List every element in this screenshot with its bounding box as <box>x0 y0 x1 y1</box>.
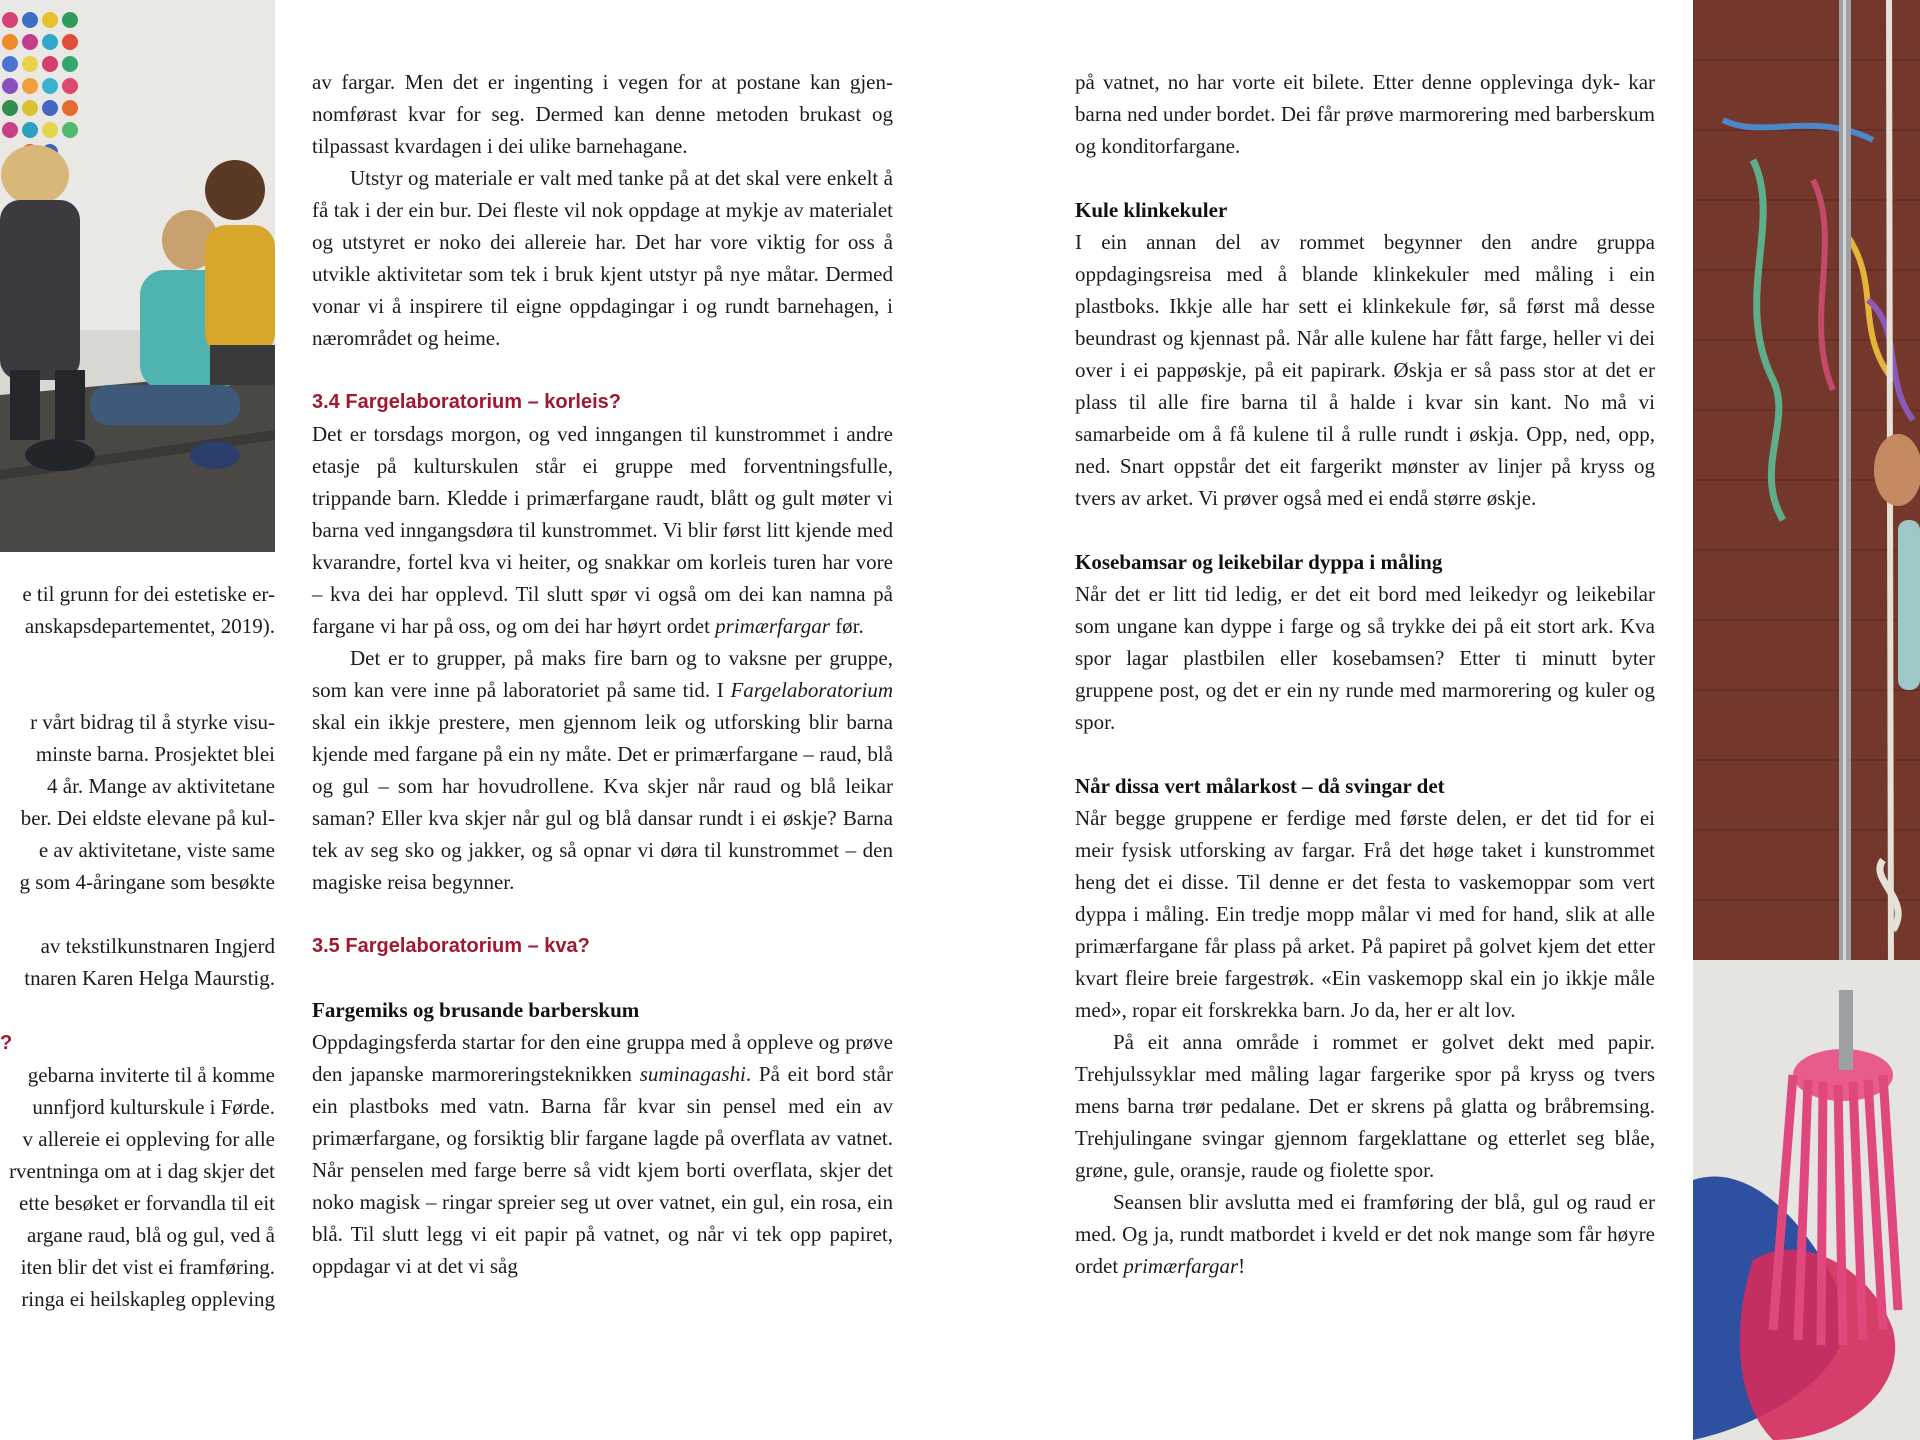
text-line: minste barna. Prosjektet blei <box>35 742 275 766</box>
section-heading-3-5: 3.5 Fargelaboratorium – kva? <box>312 935 590 957</box>
text-line: v allereie ei oppleving for alle <box>22 1127 275 1151</box>
paragraph-seansen: Seansen blir avslutta med ei framføring der blå, gul og raud er med. Og ja, rundt matbordet i kveld er det nok mange som får høyre ordet primærfargar! <box>1075 1190 1655 1278</box>
subheading-kule-klinkekuler: Kule klinkekuler <box>1075 198 1228 222</box>
photo-swing-mop-painting <box>1693 0 1920 1440</box>
cropped-text-column <box>0 578 275 1315</box>
paragraph-utstyr: Utstyr og materiale er valt med tanke på at det skal vere enkelt å få tak i der ein bur. Dei fleste vil nok oppdage at mykje av materialet og utstyret er noko dei allereie har. Det har vore viktig for oss å utvikle aktivitetar som tek i bruk kjent utstyr på nye måtar. Dermed vonar vi å inspirere til eigne oppdagingar i og rundt barnehagen, i nærområdet og heime. <box>312 166 893 350</box>
intro-paragraph: av fargar. Men det er ingenting i vegen for at postane kan gjen- nomførast kvar for seg. Dermed kan denne metoden brukast og tilpassast kvardagen i dei ulike barnehagane. <box>312 70 894 158</box>
text-line: ringa ei heilskapleg oppleving <box>21 1287 275 1311</box>
text-line: tnaren Karen Helga Maurstig. <box>24 966 275 990</box>
paragraph-malarkost: Når begge gruppene er ferdige med første delen, er det tid for ei meir fysisk utforsking av fargar. Frå det høge taket i kunstrommet heng det ei disse. Til denne er det festa to vaskemoppar som vert dyppa i måling. Ein tredje mopp målar vi med for hand, slik at alle primærfargane får plass på arket. På papiret på golvet kjem det etter kvart fleire breie fargestrøk. «Ein vaskemopp skal ein jo ikkje måle med», ropar eit forskrekka barn. Jo da, her er alt lov. <box>1075 806 1655 1022</box>
text-line: gebarna inviterte til å komme <box>27 1063 275 1087</box>
text-line <box>0 898 275 930</box>
paragraph-kosebamsar: Når det er litt tid ledig, er det eit bord med leikedyr og leikebilar som ungane kan dyppe i farge og så trykke dei på eit stort ark. Kva spor lagar plastbilen eller kosebamsen? Etter ti minutt byter gruppene post, og det er ein ny runde med marmorering og kuler og spor. <box>1075 582 1655 734</box>
right-text-column <box>1075 66 1655 1282</box>
paragraph-kule: I ein annan del av rommet begynner den andre gruppa oppdagingsreisa med å blande klinkekuler med måling i ein plastboks. Ikkje alle har sett ei klinkekule før, så først må desse beundrast og kjennast på. Når alle kulene har fått farge, heller vi dei over i ei pappøskje, på eit papirark. Øskja er så pass stor at det er plass til alle fire barna til å halde i kvar sin kant. No må vi samarbeide om å få kulene til å rulle rundt i øskja. Opp, ned, opp, ned. Snart oppstår det eit fargerikt mønster av linjer på kryss og tvers av arket. Vi prøver også med ei endå større øskje. <box>1075 230 1655 510</box>
subheading-malarkost: Når dissa vert målarkost – då svingar det <box>1075 774 1445 798</box>
paragraph-grupper: Det er to grupper, på maks fire barn og to vaksne per gruppe, som kan vere inne på laboratoriet på same tid. I Fargelaboratorium skal ein ikkje prestere, men gjennom leik og utforsking blir barna kjende med fargane på ein ny måte. Det er primærfargane – raud, blå og gul – som har hovudrollene. Kva skjer når raud og blå leikar saman? Eller kva skjer når gul og blå dansar rundt i ei øskje? Barna tek av seg sko og jakker, og så opnar vi døra til kunstrommet – den magiske reisa begynner. <box>312 646 893 894</box>
paragraph-trehjul: På eit anna område i rommet er golvet dekt med papir. Trehjulssyklar med måling lagar fargerike spor på kryss og tvers mens barna trør pedalane. Det er skrens på glatta og bråbremsing. Trehjulingane svingar gjennom fargeklattane og etterlet seg blåe, grøne, gule, oransje, raude og fiolette spor. <box>1075 1030 1655 1182</box>
heading-fragment: ? <box>0 1032 13 1054</box>
text-line: argane raud, blå og gul, ved å <box>26 1223 275 1247</box>
intro-paragraph: på vatnet, no har vorte eit bilete. Etter denne opplevinga dyk- kar barna ned under bordet. Dei får prøve marmorering med barberskum og konditorfargane. <box>1075 70 1656 158</box>
swing-photo-illustration <box>1693 0 1920 1440</box>
text-line <box>0 674 275 706</box>
paragraph-fargemiks: Oppdagingsferda startar for den eine gruppa med å oppleve og prøve den japanske marmoreringsteknikken suminagashi. På eit bord står ein plastboks med vatn. Barna får kvar sin pensel med ein av primærfargane, og forsiktig blir fargane lagde på overflata av vatnet. Når penselen med farge berre så vidt kjem borti overflata, skjer det noko magisk – ringar spreier seg ut over vatnet, ein gul, ein rosa, ein blå. Til slutt legg vi eit papir på vatnet, og når vi tek opp papiret, oppdagar vi at det vi såg <box>312 1030 893 1278</box>
text-line <box>0 994 275 1026</box>
photo-children-kneeling <box>0 0 275 552</box>
text-line: anskapsdepartementet, 2019). <box>24 614 275 638</box>
text-line: ette besøket er forvandla til eit <box>19 1191 275 1215</box>
children-photo-illustration <box>0 0 275 552</box>
text-line: iten blir det vist ei framføring. <box>20 1255 275 1279</box>
text-line: e av aktivitetane, viste same <box>38 838 275 862</box>
text-line: r vårt bidrag til å styrke visu- <box>30 710 275 734</box>
section-heading-3-4: 3.4 Fargelaboratorium – korleis? <box>312 391 621 413</box>
paragraph-torsdag: Det er torsdags morgon, og ved inngangen til kunstrommet i andre etasje på kulturskulen står ei gruppe med forventningsfulle, trippande barn. Kledde i primærfargane raudt, blått og gult møter vi barna ved inngangsdøra til kunstrommet. Vi blir først litt kjende med kvarandre, fortel kva vi heiter, og snakkar om korleis turen har vore – kva dei har opplevd. Til slutt spør vi også om dei kan namna på fargane vi har på oss, og om dei har høyrt ordet primærfargar før. <box>312 422 893 638</box>
text-line: av tekstilkunstnaren Ingjerd <box>40 934 275 958</box>
text-line: e til grunn for dei estetiske er- <box>22 582 275 606</box>
text-line: unnfjord kulturskule i Førde. <box>32 1095 275 1119</box>
text-line: g som 4-åringane som besøkte <box>19 870 275 894</box>
subheading-kosebamsar: Kosebamsar og leikebilar dyppa i måling <box>1075 550 1443 574</box>
text-line: 4 år. Mange av aktivitetane <box>47 774 275 798</box>
text-line <box>0 642 275 674</box>
text-line: rventninga om at i dag skjer det <box>9 1159 275 1183</box>
subheading-fargemiks: Fargemiks og brusande barberskum <box>312 998 640 1022</box>
middle-text-column <box>312 66 893 1282</box>
text-line: ber. Dei eldste elevane på kul- <box>20 806 275 830</box>
